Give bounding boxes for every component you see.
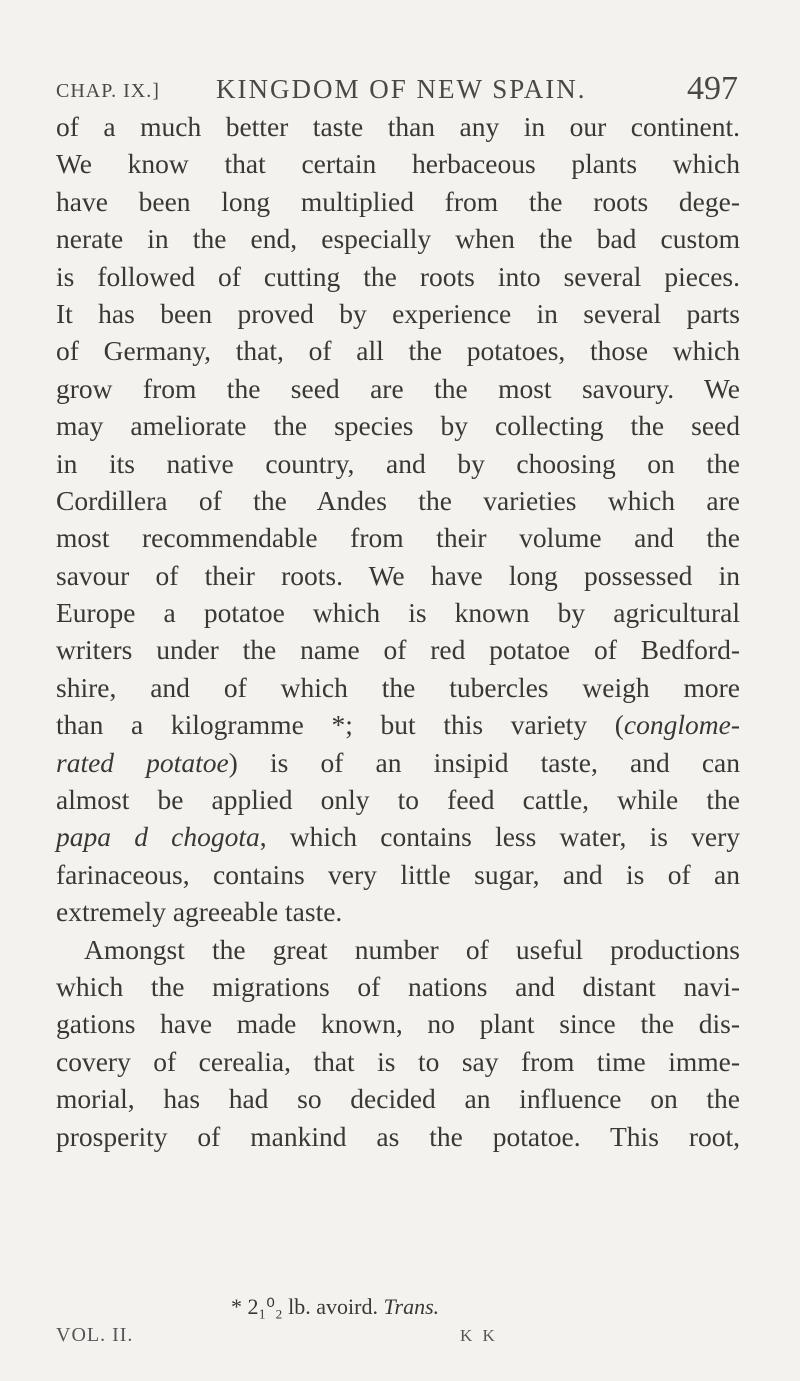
running-title: KINGDOM OF NEW SPAIN. (216, 74, 587, 104)
italic-term: conglome- (623, 709, 740, 741)
text-line: morial, has had so decided an influence on the (56, 1083, 740, 1115)
sheet-signature: K K (460, 1326, 498, 1345)
italic-term: papa d chogota (56, 821, 260, 853)
text-line-italic-end: than a kilogramme *; but this variety (conglome- (56, 709, 740, 741)
text-line: almost be applied only to feed cattle, while the (56, 784, 740, 816)
text-line: have been long multiplied from the roots dege- (56, 185, 740, 217)
text-line: Cordillera of the Andes the varieties which are (56, 484, 740, 516)
text-line: which the migrations of nations and distant navi- (56, 970, 740, 1002)
text-line: nerate in the end, especially when the bad custom (56, 223, 740, 255)
text-line: of a much better taste than any in our continent. (56, 111, 740, 142)
chapter-label: CHAP. IX.] (56, 80, 160, 102)
text-line: writers under the name of red potatoe of Bedford- (56, 634, 740, 666)
text-line-italic-start: papa d chogota, which contains less water, is very (56, 821, 740, 853)
text-line: It has been proved by experience in several parts (56, 297, 740, 329)
text-line: gations have made known, no plant since the dis- (56, 1008, 740, 1040)
footnote-trans: Trans. (383, 1294, 440, 1319)
text-line: may ameliorate the species by collecting the seed (56, 410, 740, 442)
page-number: 497 (687, 70, 738, 107)
footnote-weight: * 2₁⁰₂ lb. avoird. (231, 1294, 378, 1319)
text-line: most recommendable from their volume and the (56, 522, 740, 554)
italic-term: rated potatoe (56, 746, 229, 778)
body-text (56, 108, 740, 1155)
text-line-paragraph-start: Amongst the great number of useful productions (84, 933, 740, 965)
text-line: farinaceous, contains very little sugar, and is of an (56, 858, 740, 890)
text-line: Europe a potatoe which is known by agricultural (56, 597, 740, 629)
text-line: in its native country, and by choosing on the (56, 447, 740, 479)
text-line: of Germany, that, of all the potatoes, those which (56, 335, 740, 367)
text-line: prosperity of mankind as the potatoe. This root, (56, 1120, 740, 1152)
text-line: shire, and of which the tubercles weigh more (56, 671, 740, 703)
text-line: is followed of cutting the roots into several pieces. (56, 260, 740, 292)
text-line: covery of cerealia, that is to say from time imme- (56, 1045, 740, 1077)
text-line: grow from the seed are the most savoury. We (56, 372, 740, 404)
text-line-paragraph-end: extremely agreeable taste. (56, 896, 343, 928)
footnote-text (231, 1294, 439, 1320)
volume-label: VOL. II. (56, 1324, 134, 1346)
text-line: savour of their roots. We have long possessed in (56, 559, 740, 591)
text-line-italic-start: rated potatoe) is of an insipid taste, and can (56, 746, 740, 778)
text-line: We know that certain herbaceous plants which (56, 148, 740, 180)
